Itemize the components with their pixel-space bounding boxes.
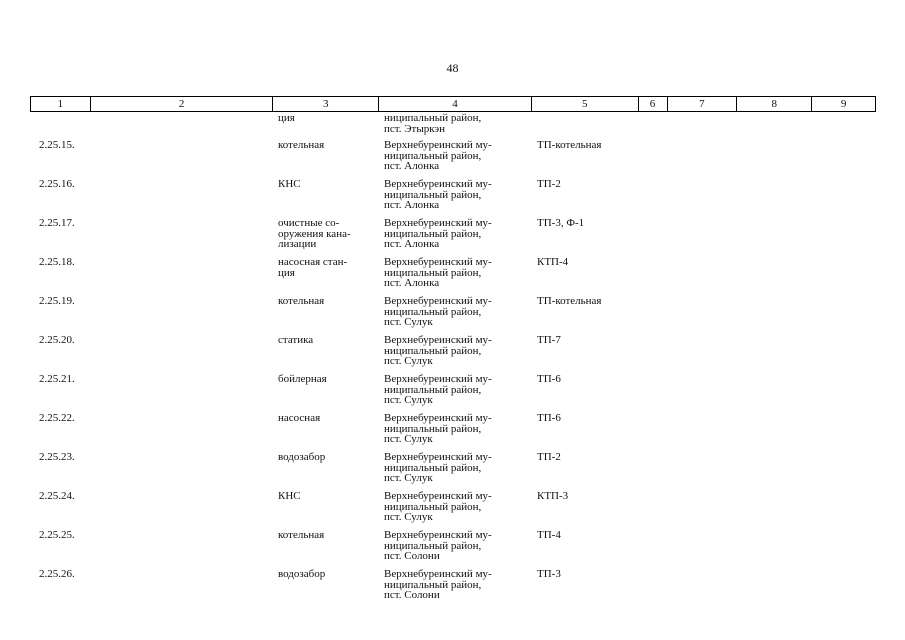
table-row	[30, 252, 876, 291]
row-number: 2.25.20.	[39, 334, 75, 346]
row-object: насосная	[278, 412, 321, 424]
table-row	[30, 408, 876, 447]
row-col-2	[90, 564, 273, 603]
header-col-5: 5	[532, 97, 639, 111]
row-number: 2.25.26.	[39, 568, 75, 580]
continuation-row	[30, 113, 876, 135]
row-col-2	[90, 113, 273, 135]
table-row	[30, 213, 876, 252]
row-object: очистные со- оружения кана- лизации	[278, 217, 351, 250]
row-substation: ТП-7	[537, 334, 561, 346]
row-substation: ТП-2	[537, 451, 561, 463]
row-number: 2.25.24.	[39, 490, 75, 502]
row-col-2	[90, 369, 273, 408]
row-number: 2.25.23.	[39, 451, 75, 463]
row-object: водозабор	[278, 568, 326, 580]
table-rows	[30, 135, 876, 603]
row-location: ниципальный район, пст. Этыркэн	[384, 112, 482, 135]
row-number: 2.25.21.	[39, 373, 75, 385]
header-col-3: 3	[273, 97, 379, 111]
table-row	[30, 135, 876, 174]
row-location: Верхнебуреинский му- ниципальный район, пст. Сулук	[384, 412, 492, 445]
row-location: Верхнебуреинский му- ниципальный район, пст. Солони	[384, 568, 492, 601]
row-col-2	[90, 486, 273, 525]
row-object: статика	[278, 334, 314, 346]
row-substation: ТП-6	[537, 412, 561, 424]
row-location: Верхнебуреинский му- ниципальный район, пст. Сулук	[384, 373, 492, 406]
row-substation: ТП-3	[537, 568, 561, 580]
row-substation: ТП-котельная	[537, 139, 602, 151]
row-location: Верхнебуреинский му- ниципальный район, пст. Сулук	[384, 334, 492, 367]
header-col-7: 7	[668, 97, 738, 111]
row-location: Верхнебуреинский му- ниципальный район, пст. Алонка	[384, 217, 492, 250]
row-substation: ТП-котельная	[537, 295, 602, 307]
row-object: насосная стан- ция	[278, 256, 348, 279]
row-substation: ТП-2	[537, 178, 561, 190]
row-object: котельная	[278, 139, 325, 151]
row-substation: ТП-3, Ф-1	[537, 217, 585, 229]
row-substation: КТП-4	[537, 256, 569, 268]
header-col-9: 9	[840, 98, 847, 110]
table-row	[30, 525, 876, 564]
row-object: ция	[278, 112, 295, 124]
row-location: Верхнебуреинский му- ниципальный район, пст. Сулук	[384, 490, 492, 523]
row-object: котельная	[278, 295, 325, 307]
row-location: Верхнебуреинский му- ниципальный район, пст. Алонка	[384, 178, 492, 211]
row-object: КНС	[278, 178, 301, 190]
row-col-2	[90, 447, 273, 486]
table-body	[30, 113, 876, 603]
header-col-4: 4	[379, 97, 532, 111]
row-col-2	[90, 174, 273, 213]
row-number: 2.25.22.	[39, 412, 75, 424]
header-col-1: 1	[31, 97, 91, 111]
row-object: бойлерная	[278, 373, 327, 385]
row-object: котельная	[278, 529, 325, 541]
row-number	[30, 113, 90, 135]
row-col-2	[90, 213, 273, 252]
row-location: Верхнебуреинский му- ниципальный район, пст. Солони	[384, 529, 492, 562]
row-substation: КТП-3	[537, 490, 569, 502]
table-row	[30, 486, 876, 525]
row-location: Верхнебуреинский му- ниципальный район, пст. Сулук	[384, 451, 492, 484]
row-number: 2.25.25.	[39, 529, 75, 541]
row-number: 2.25.19.	[39, 295, 75, 307]
row-col-2	[90, 291, 273, 330]
page-number: 48	[446, 61, 459, 75]
row-location: Верхнебуреинский му- ниципальный район, пст. Сулук	[384, 295, 492, 328]
row-location: Верхнебуреинский му- ниципальный район, пст. Алонка	[384, 139, 492, 172]
row-col-2	[90, 408, 273, 447]
row-object: водозабор	[278, 451, 326, 463]
row-col-2	[90, 135, 273, 174]
header-col-2: 2	[91, 97, 274, 111]
table-row	[30, 174, 876, 213]
table-row	[30, 291, 876, 330]
table-row	[30, 564, 876, 603]
table-row	[30, 447, 876, 486]
row-number: 2.25.15.	[39, 139, 75, 151]
row-number: 2.25.17.	[39, 217, 75, 229]
table-header	[30, 96, 876, 112]
table-row	[30, 330, 876, 369]
row-number: 2.25.16.	[39, 178, 75, 190]
row-location: Верхнебуреинский му- ниципальный район, пст. Алонка	[384, 256, 492, 289]
row-col-2	[90, 525, 273, 564]
header-col-8: 8	[737, 97, 812, 111]
header-col-6: 6	[639, 97, 668, 111]
row-col-2	[90, 330, 273, 369]
row-number: 2.25.18.	[39, 256, 75, 268]
row-substation: ТП-6	[537, 373, 561, 385]
table-row	[30, 369, 876, 408]
row-object: КНС	[278, 490, 301, 502]
row-substation: ТП-4	[537, 529, 561, 541]
row-col-2	[90, 252, 273, 291]
